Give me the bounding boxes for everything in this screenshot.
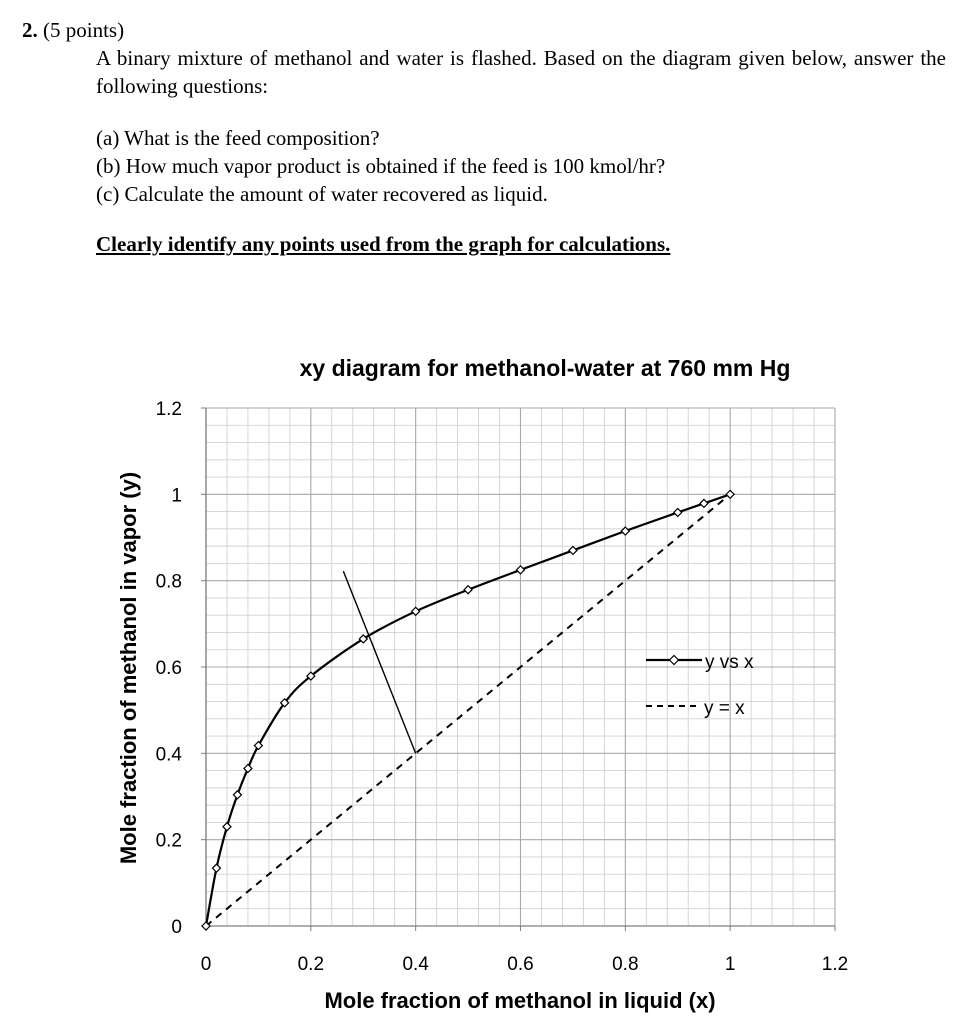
data-point-marker: [412, 607, 420, 615]
legend: [646, 652, 754, 719]
y-tick-label: 0.4: [155, 744, 182, 766]
data-point-marker: [674, 508, 682, 516]
y-axis-label: Mole fraction of methanol in vapor (y): [116, 471, 141, 865]
x-tick-label: 0.6: [507, 954, 534, 975]
data-point-marker: [726, 490, 734, 498]
y-tick-label: 1.2: [155, 399, 182, 420]
question-part-c: (c) Calculate the amount of water recovered as liquid.: [96, 182, 548, 206]
data-point-marker: [517, 566, 525, 574]
y-tick-label: 0.8: [155, 571, 182, 593]
chart-title: xy diagram for methanol-water at 760 mm Hg: [299, 355, 791, 381]
question-prompt: A binary mixture of methanol and water is flashed. Based on the diagram given below, answer the following questions:: [96, 46, 946, 98]
operating-line: [343, 571, 415, 753]
y-tick-label: 1: [171, 485, 182, 507]
x-tick-labels: [201, 954, 849, 975]
y-tick-label: 0.2: [155, 830, 182, 852]
data-point-marker: [233, 791, 241, 799]
annotation-layer: [343, 571, 415, 753]
data-point-marker: [621, 527, 629, 535]
x-tick-label: 0: [200, 954, 212, 975]
question-part-b: (b) How much vapor product is obtained if the feed is 100 kmol/hr?: [96, 154, 666, 178]
data-point-marker: [212, 864, 220, 872]
legend-diamond-marker: [670, 656, 679, 665]
series-layer: [202, 490, 734, 930]
data-point-marker: [464, 586, 472, 594]
legend-label-y-equals-x: y = x: [704, 698, 745, 719]
question-points: (5 points): [43, 18, 125, 42]
x-tick-label: 1.2: [821, 954, 849, 975]
question-part-a: (a) What is the feed composition?: [96, 126, 380, 150]
x-tick-label: 0.2: [297, 954, 325, 975]
y-tick-label: 0: [171, 917, 182, 938]
x-tick-label: 0.4: [402, 954, 429, 975]
y-tick-labels: [156, 399, 183, 938]
data-point-marker: [700, 499, 708, 507]
legend-label-y-vs-x: y vs x: [705, 652, 754, 673]
x-tick-label: 1: [724, 954, 736, 975]
question-number: 2.: [22, 18, 38, 42]
x-tick-label: 0.8: [612, 954, 639, 975]
y-tick-label: 0.6: [155, 658, 182, 679]
x-axis-label: Mole fraction of methanol in liquid (x): [324, 988, 716, 1013]
data-point-marker: [244, 764, 252, 772]
series-y-equals-x-line: [206, 494, 730, 926]
data-point-marker: [569, 546, 577, 554]
data-point-marker: [223, 823, 231, 831]
instruction: Clearly identify any points used from the graph for calculations.: [96, 232, 671, 256]
